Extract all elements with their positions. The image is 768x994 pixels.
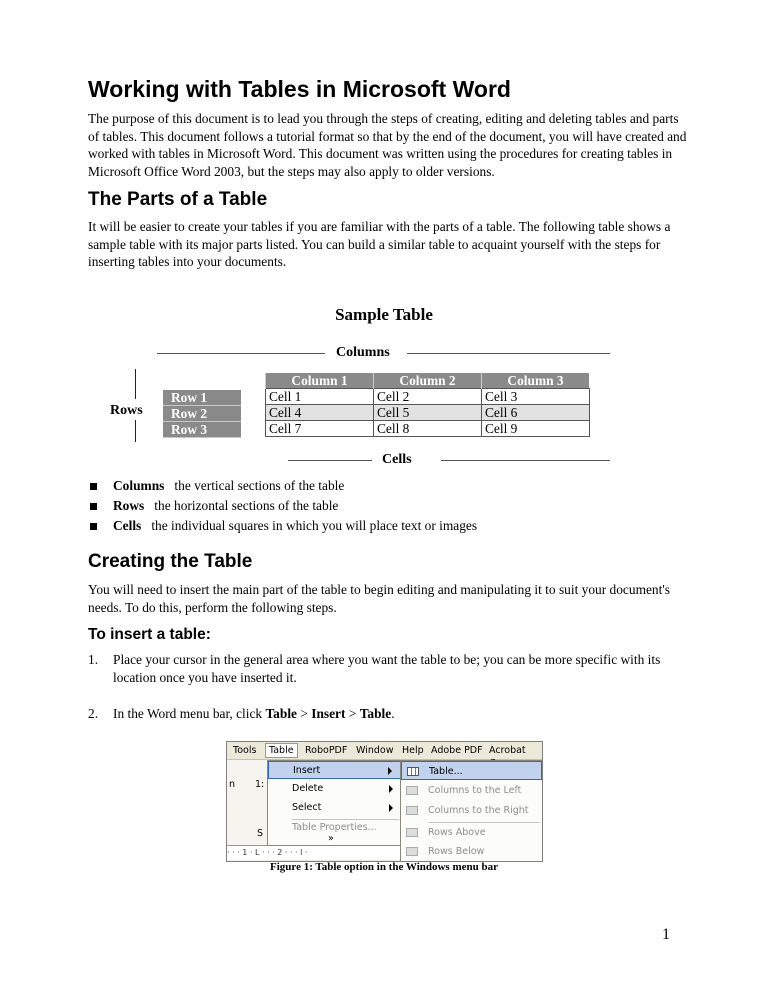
step-text: In the Word menu bar, click [113, 706, 266, 721]
menu-item-delete[interactable] [268, 780, 401, 798]
section-heading-creating: Creating the Table [88, 551, 253, 572]
bullet-desc: the horizontal sections of the table [154, 498, 339, 513]
submenu-item-table[interactable] [401, 761, 542, 780]
sample-table-title: Sample Table [335, 305, 433, 324]
steps-list-2 [88, 705, 688, 723]
menu-item-label: Rows Above [428, 827, 486, 838]
menu-expand-chevron-icon[interactable]: » [328, 833, 334, 844]
column-header: Column 1 [266, 373, 374, 389]
columns-line-right [407, 353, 610, 354]
menu-help[interactable]: Help [402, 745, 424, 756]
cells-line-left [288, 460, 372, 461]
table-icon [407, 767, 419, 776]
creating-paragraph: You will need to insert the main part of the table to begin editing and manipulating it to suit your document's needs. To do this, perform the following steps. [88, 582, 670, 615]
menu-item-label: Table Properties... [292, 822, 377, 833]
column-header: Column 3 [482, 373, 590, 389]
column-header: Column 2 [374, 373, 482, 389]
list-item [88, 705, 688, 723]
rows-line-top [135, 369, 136, 399]
bullet-square-icon [90, 483, 97, 490]
step-number: 1. [88, 652, 99, 667]
menu-acrobat[interactable]: Acrobat [489, 745, 526, 756]
toolbar-fragment: 1: [255, 779, 265, 790]
table-cell: Cell 4 [266, 405, 374, 421]
rows-line-bottom [135, 420, 136, 442]
bullet-square-icon [90, 523, 97, 530]
table-cell: Cell 8 [374, 421, 482, 437]
menu-screenshot [226, 741, 543, 862]
columns-line-left [157, 353, 325, 354]
row-header: Row 1 [163, 390, 241, 406]
menu-table[interactable]: Table [265, 743, 298, 758]
sample-table [265, 373, 590, 437]
step-bold: Insert [311, 706, 346, 721]
step-text: Place your cursor in the general area where you want the table to be; you can be more specific with its location once you have inserted it. [113, 652, 661, 685]
bullet-term: Rows [113, 498, 145, 513]
menu-item-label: Rows Below [428, 846, 485, 857]
list-item [88, 651, 688, 686]
list-item [88, 496, 477, 516]
submenu-arrow-icon [389, 785, 393, 793]
menu-item-label: Columns to the Left [428, 785, 522, 796]
page-number: 1 [662, 926, 670, 943]
table-cell: Cell 3 [482, 389, 590, 405]
submenu-item-columns-left[interactable] [401, 781, 542, 800]
document-title: Working with Tables in Microsoft Word [88, 76, 511, 102]
row-header: Row 3 [163, 422, 241, 438]
figure-caption: Figure 1: Table option in the Windows menu bar [270, 861, 498, 873]
menu-item-label: Columns to the Right [428, 805, 529, 816]
table-cell: Cell 2 [374, 389, 482, 405]
bullet-term: Columns [113, 478, 165, 493]
submenu-item-rows-above[interactable] [401, 823, 542, 842]
parts-bullet-list [88, 476, 477, 536]
row-header: Row 2 [163, 406, 241, 422]
table-cell: Cell 6 [482, 405, 590, 421]
columns-right-icon [406, 806, 418, 815]
submenu-arrow-icon [389, 804, 393, 812]
subsection-heading: To insert a table: [88, 626, 211, 643]
menu-tools[interactable]: Tools [233, 745, 257, 756]
parts-paragraph: It will be easier to create your tables if you are familiar with the parts of a table. The following table shows a sample table with its major parts listed. You can build a similar table to acquaint yourself with the steps for inserting tables into your documents. [88, 219, 671, 270]
menu-item-select[interactable] [268, 799, 401, 817]
step-bold: Table [359, 706, 392, 721]
menu-item-label: Insert [293, 765, 321, 776]
toolbar-fragment: n [229, 779, 236, 790]
toolbar-fragment: S [257, 828, 264, 839]
row-header-table [163, 390, 241, 438]
step-separator: > [296, 706, 312, 721]
step-number: 2. [88, 706, 99, 721]
insert-submenu [400, 760, 543, 862]
columns-label: Columns [336, 345, 390, 360]
bullet-desc: the vertical sections of the table [174, 478, 345, 493]
table-cell: Cell 7 [266, 421, 374, 437]
rows-above-icon [406, 828, 418, 837]
menu-item-label: Delete [292, 783, 324, 794]
menu-item-label: Table... [429, 766, 463, 777]
menu-bar [227, 742, 542, 760]
table-menu [267, 760, 402, 846]
step-text: . [391, 706, 395, 721]
ruler: · · · 1 · L · · · 2 · · · l · [227, 845, 402, 860]
cells-label: Cells [382, 452, 412, 467]
menu-window[interactable]: Window [356, 745, 394, 756]
bullet-term: Cells [113, 518, 142, 533]
table-cell: Cell 1 [266, 389, 374, 405]
step-separator: > [345, 706, 360, 721]
menu-adobe-pdf[interactable]: Adobe PDF [431, 745, 483, 756]
intro-paragraph: The purpose of this document is to lead you through the steps of creating, editing and deleting tables and parts of tables. This document follows a tutorial format so that by the end of the document, you will have created and worked with tables in Microsoft Word. This document was written using the procedures for creating tables in Microsoft Office Word 2003, but the steps may also apply to older versions. [88, 111, 687, 179]
list-item [88, 516, 477, 536]
table-cell: Cell 5 [374, 405, 482, 421]
cells-line-right [441, 460, 610, 461]
steps-list [88, 651, 688, 686]
menu-robopdf[interactable]: RoboPDF [305, 745, 348, 756]
submenu-item-columns-right[interactable] [401, 801, 542, 820]
list-item [88, 476, 477, 496]
submenu-arrow-icon [388, 767, 392, 775]
rows-label: Rows [110, 403, 143, 418]
rows-below-icon [406, 847, 418, 856]
bullet-desc: the individual squares in which you will place text or images [151, 518, 478, 533]
step-bold: Table [265, 706, 297, 721]
menu-item-label: Select [292, 802, 322, 813]
columns-left-icon [406, 786, 418, 795]
bullet-square-icon [90, 503, 97, 510]
menu-item-insert[interactable] [268, 761, 401, 779]
table-cell: Cell 9 [482, 421, 590, 437]
submenu-item-rows-below[interactable] [401, 842, 542, 861]
section-heading-parts: The Parts of a Table [88, 189, 268, 210]
